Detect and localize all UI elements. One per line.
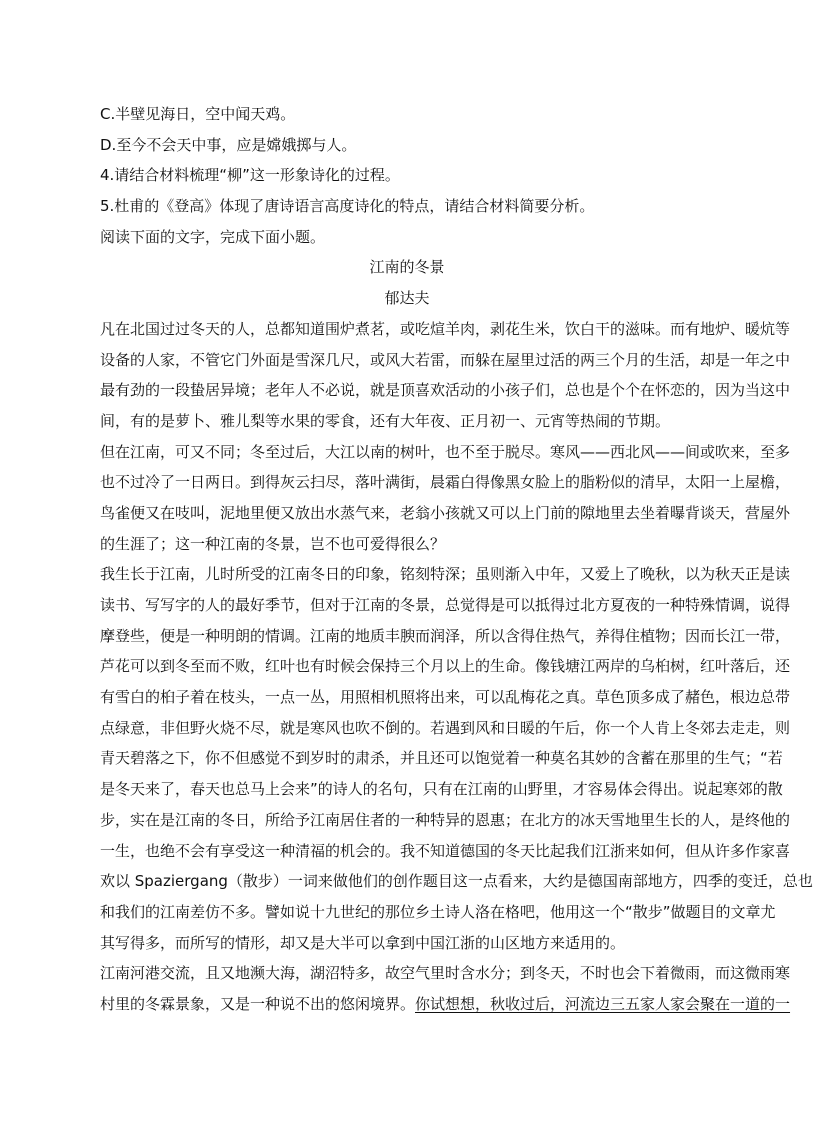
paragraph-line: 点绿意，非但野火烧不尽，就是寒风也吹不倒的。若遇到风和日暖的午后，你一个人肯上冬郊去走走，则 [100,718,791,737]
paragraph-line: 间，有的是萝卜、雅儿梨等水果的零食，还有大年夜、正月初一、元宵等热闹的节期。 [100,411,671,430]
paragraph-line: 鸟雀便又在吱叫，泥地里便又放出水蒸气来，老翁小孩就又可以上门前的隙地里去坐着曝背谈天，营屋外 [100,503,791,522]
paragraph-line: 步，实在是江南的冬日，所给予江南居住者的一种特异的恩惠；在北方的冰天雪地里生长的人，是终他的 [100,810,791,829]
option-d: D.至今不会天中事，应是嫦娥掷与人。 [100,135,357,154]
document-content [100,99,813,1020]
paragraph-line: 是冬天来了，春天也总马上会来”的诗人的名句，只有在江南的山野里，才容易体会得出。说起寒郊的散 [100,780,783,799]
paragraph-line: 我生长于江南，儿时所受的江南冬日的印象，铭刻特深；虽则渐入中年，又爱上了晚秋，以为秋天正是读 [100,565,791,584]
paragraph-line: 的生涯了；这一种江南的冬景，岂不也可爱得很么？ [100,534,446,553]
article-author: 郁达夫 [384,289,430,308]
paragraph-line: 其写得多，而所写的情形，却又是大半可以拿到中国江浙的山区地方来适用的。 [100,933,626,952]
underlined-passage: 你试想想，秋收过后，河流边三五家人家会聚在一道的一 [415,994,791,1013]
paragraph-line: 摩登些，便是一种明朗的情调。江南的地质丰腴而润泽，所以含得住热气，养得住植物；因而长江一带， [100,626,791,645]
paragraph-line: 青天碧落之下，你不但感觉不到岁时的肃杀，并且还可以饱觉着一种莫名其妙的含蓄在那里的生气；“若 [100,749,783,768]
paragraph-line: 芦花可以到冬至而不败，红叶也有时候会保持三个月以上的生命。像钱塘江两岸的乌桕树，红叶落后，还 [100,657,791,676]
question-5: 5.杜甫的《登高》体现了唐诗语言高度诗化的特点，请结合材料简要分析。 [100,197,595,216]
question-4: 4.请结合材料梳理“柳”这一形象诗化的过程。 [100,166,400,185]
paragraph-line: 最有劲的一段蛰居异境；老年人不必说，就是顶喜欢活动的小孩子们，总也是个个在怀恋的，因为当这中 [100,381,791,400]
paragraph-line: 设备的人家，不管它门外面是雪深几尺，或风大若雷，而躲在屋里过活的两三个月的生活，却是一年之中 [100,350,791,369]
paragraph-4 [100,958,791,1019]
paragraph-1 [100,314,791,437]
reading-instruction: 阅读下面的文字，完成下面小题。 [100,227,326,246]
article-title: 江南的冬景 [369,258,445,277]
paragraph-line: 读书、写写字的人的最好季节，但对于江南的冬景，总觉得是可以抵得过北方夏夜的一种特殊情调，说得 [100,596,791,614]
paragraph-line: 一生，也绝不会有享受这一种清福的机会的。我不知道德国的冬天比起我们江浙来如何，但从许多作家喜 [100,841,791,860]
paragraph-line-underlined: 村里的冬霖景象，又是一种说不出的悠闲境界。你试想想，秋收过后，河流边三五家人家会聚在一道的一 [100,994,791,1013]
paragraph-2 [100,437,791,560]
paragraph-line: 和我们的江南差仿不多。譬如说十九世纪的那位乡土诗人洛在格吧，他用这一个“散步”做题目的文章尤 [100,902,776,921]
paragraph-3 [100,559,813,958]
paragraph-line: 但在江南，可又不同；冬至过后，大江以南的树叶，也不至于脱尽。寒风——西北风——间或吹来，至多 [100,442,791,461]
paragraph-line: 有雪白的桕子着在枝头，一点一丛，用照相机照将出来，可以乱梅花之真。草色顶多成了赭色，根边总带 [100,688,791,707]
paragraph-line: 凡在北国过过冬天的人，总都知道围炉煮茗，或吃煊羊肉，剥花生米，饮白干的滋味。而有地炉、暖炕等 [100,319,791,338]
paragraph-line: 也不过冷了一日两日。到得灰云扫尽，落叶满街，晨霜白得像黑女脸上的脂粉似的清早，太阳一上屋檐， [100,473,791,492]
paragraph-line: 江南河港交流，且又地濒大海，湖沼特多，故空气里时含水分；到冬天，不时也会下着微雨，而这微雨寒 [100,964,791,983]
option-c: C.半壁见海日，空中闻天鸡。 [100,105,296,123]
paragraph-line: 欢以 Spaziergang（散步）一词来做他们的创作题目这一点看来，大约是德国南部地方，四季的变迁，总也 [100,872,813,891]
